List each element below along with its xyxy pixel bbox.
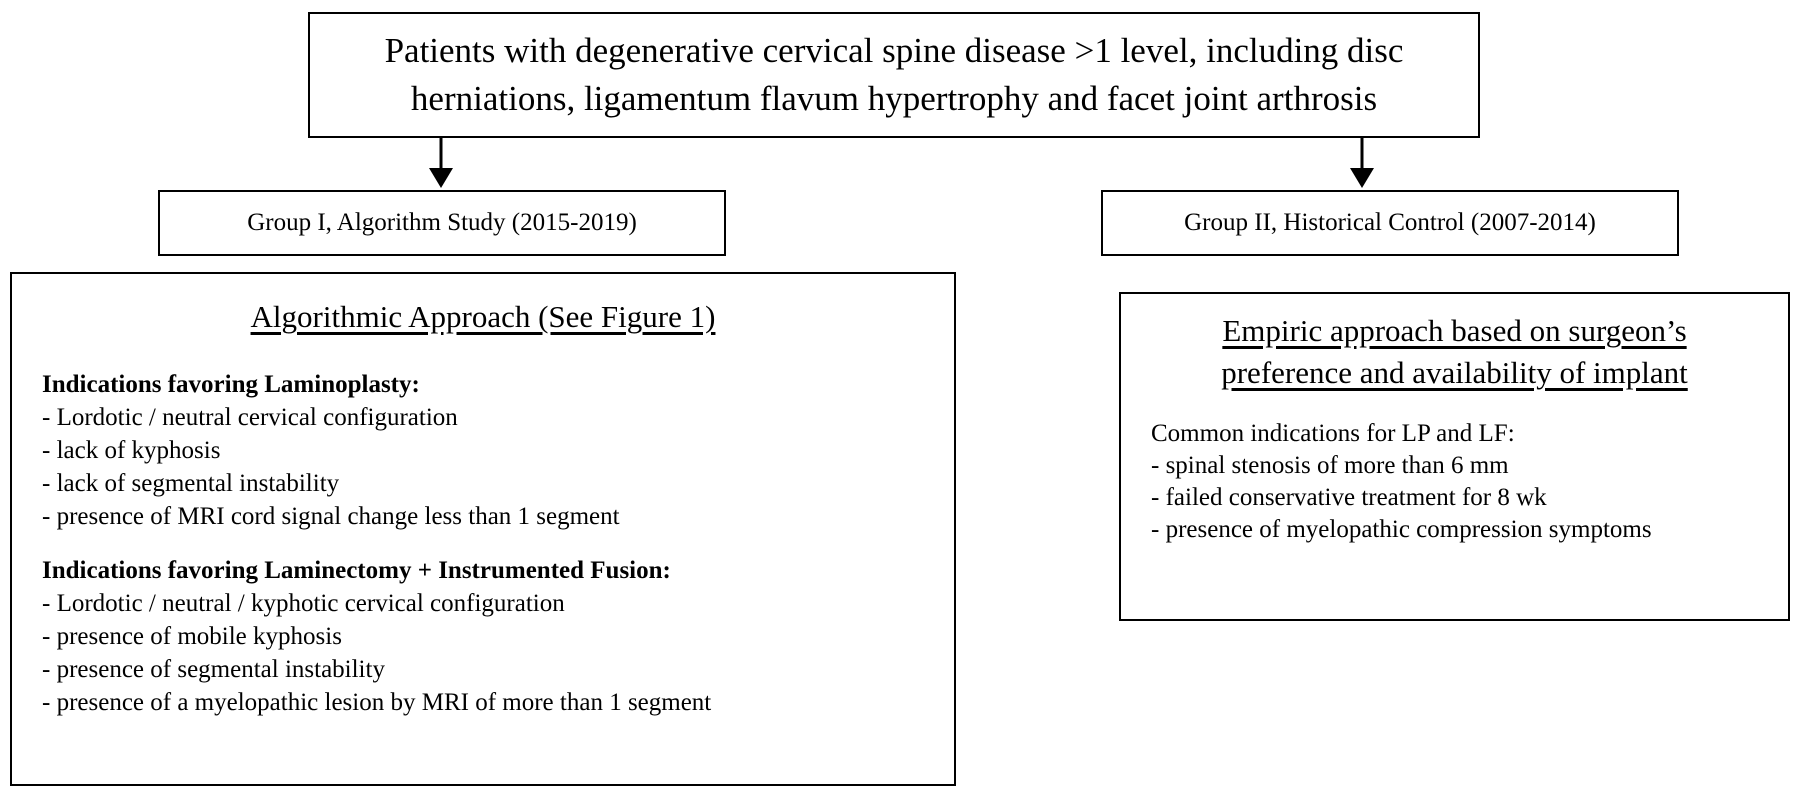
list-item: - presence of myelopathic compression symptoms — [1151, 516, 1652, 543]
group2-label: Group II, Historical Control (2007-2014) — [1184, 209, 1596, 236]
list-item: - lack of segmental instability — [42, 470, 340, 497]
patients-text-line1: Patients with degenerative cervical spine disease >1 level, including disc — [384, 31, 1404, 70]
algorithmic-approach-box — [10, 272, 956, 786]
list-item: - presence of mobile kyphosis — [42, 623, 342, 650]
empiric-title-line2: preference and availability of implant — [1221, 355, 1688, 390]
laminectomy-heading: Indications favoring Laminectomy + Instrumented Fusion: — [42, 557, 671, 584]
laminoplasty-heading: Indications favoring Laminoplasty: — [42, 371, 420, 398]
empiric-approach-title — [1121, 310, 1788, 394]
list-item: - presence of a myelopathic lesion by MRI of more than 1 segment — [42, 689, 712, 716]
list-item: - Lordotic / neutral cervical configuration — [42, 404, 458, 431]
arrow-to-group2 — [1350, 138, 1374, 188]
patients-text-line2: herniations, ligamentum flavum hypertrophy and facet joint arthrosis — [410, 79, 1378, 118]
empiric-approach-box — [1119, 292, 1790, 621]
group1-box — [158, 190, 726, 256]
patients-box — [308, 12, 1480, 138]
algorithmic-approach-title: Algorithmic Approach (See Figure 1) — [250, 299, 716, 334]
laminectomy-list — [42, 587, 954, 719]
group1-label: Group I, Algorithm Study (2015-2019) — [247, 209, 637, 236]
empiric-title-line1: Empiric approach based on surgeon’s — [1222, 313, 1687, 348]
empiric-intro: Common indications for LP and LF: — [1151, 420, 1515, 447]
empiric-list — [1151, 450, 1788, 546]
list-item: - failed conservative treatment for 8 wk — [1151, 484, 1547, 511]
list-item: - presence of segmental instability — [42, 656, 385, 683]
list-item: - Lordotic / neutral / kyphotic cervical configuration — [42, 590, 565, 617]
list-item: - presence of MRI cord signal change less than 1 segment — [42, 503, 620, 530]
arrow-to-group1 — [429, 138, 453, 188]
list-item: - lack of kyphosis — [42, 437, 221, 464]
group2-box — [1101, 190, 1679, 256]
list-item: - spinal stenosis of more than 6 mm — [1151, 452, 1509, 479]
laminoplasty-list — [42, 401, 954, 533]
